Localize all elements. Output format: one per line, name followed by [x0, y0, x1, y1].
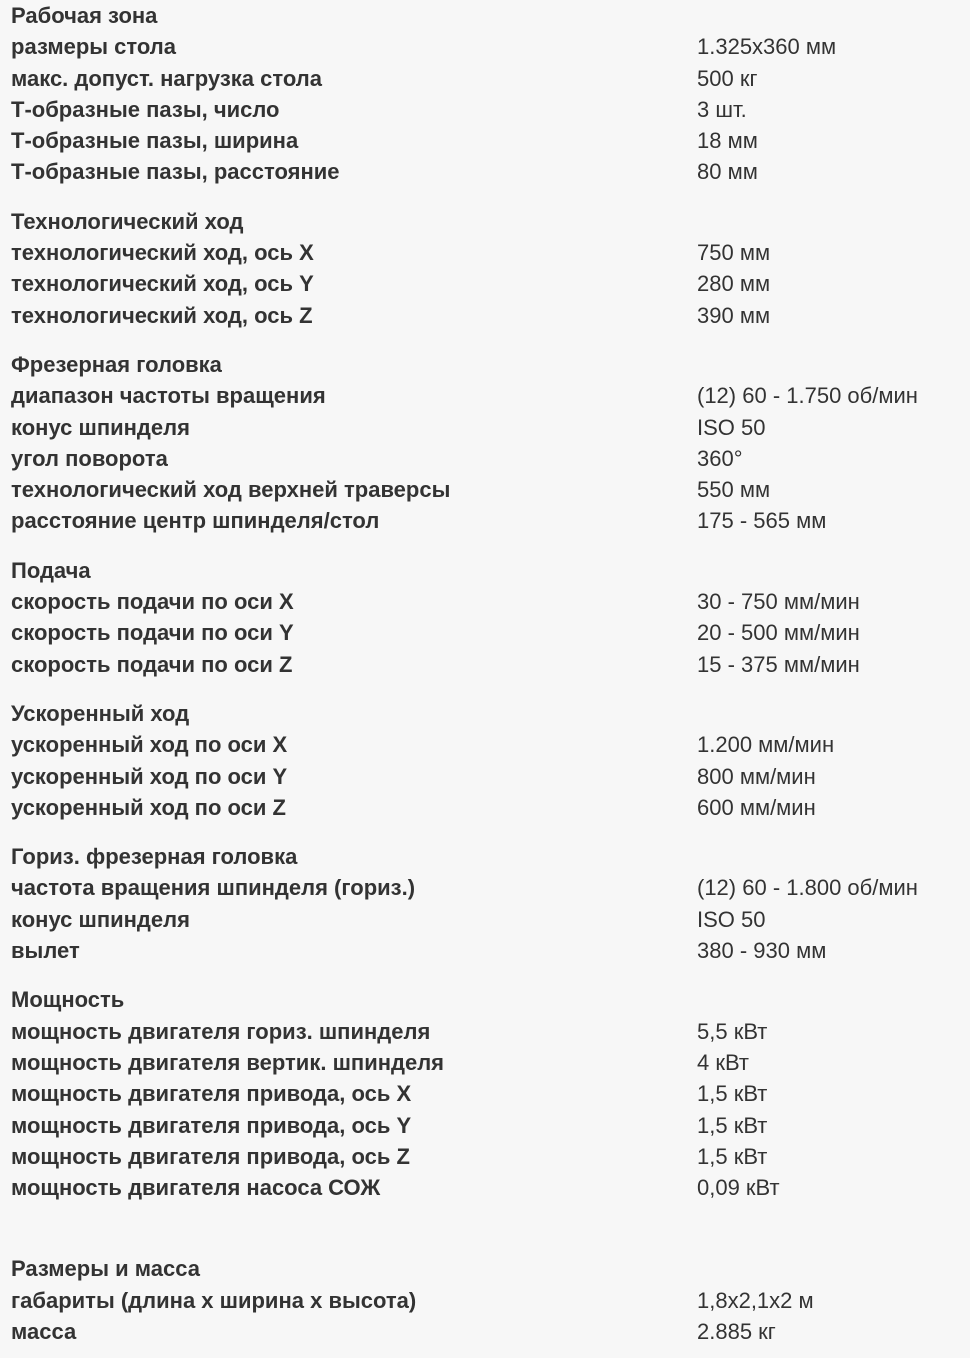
spec-label: мощность двигателя привода, ось Z: [11, 1143, 410, 1169]
spec-value: ISO 50: [697, 906, 766, 932]
spec-value: 390 мм: [697, 302, 771, 328]
spec-value: 175 - 565 мм: [697, 508, 827, 534]
spec-label: технологический ход верхней траверсы: [11, 477, 451, 503]
section-title: Фрезерная головка: [11, 351, 222, 377]
spec-value: 20 - 500 мм/мин: [697, 620, 860, 646]
spec-section: [11, 206, 970, 331]
spec-row: [11, 872, 970, 903]
spec-row: [11, 412, 970, 443]
section-spacer: [11, 680, 970, 698]
section-title: Технологический ход: [11, 208, 244, 234]
spec-label: мощность двигателя вертик. шпинделя: [11, 1049, 445, 1075]
spec-row: [11, 94, 970, 125]
section-title: Подача: [11, 557, 91, 583]
spec-value: 1,5 кВт: [697, 1081, 768, 1107]
spec-value: 1,8x2,1x2 м: [697, 1287, 814, 1313]
spec-value: 1,5 кВт: [697, 1143, 768, 1169]
section-title: Ускоренный ход: [11, 700, 190, 726]
spec-label: ускоренный ход по оси Y: [11, 763, 288, 789]
spec-label: мощность двигателя привода, ось X: [11, 1081, 412, 1107]
section-spacer: [11, 966, 970, 984]
spec-row: [11, 380, 970, 411]
spec-label: скорость подачи по оси Z: [11, 651, 293, 677]
section-title: Гориз. фрезерная головка: [11, 844, 298, 870]
section-spacer: [11, 537, 970, 555]
spec-value: 1.200 мм/мин: [697, 732, 835, 758]
spec-row: [11, 649, 970, 680]
spec-label: технологический ход, ось Z: [11, 302, 313, 328]
spec-label: вылет: [11, 938, 80, 964]
spec-row: [11, 904, 970, 935]
spec-row: [11, 1141, 970, 1172]
spec-row: [11, 792, 970, 823]
spec-row: [11, 63, 970, 94]
spec-value: 1,5 кВт: [697, 1112, 768, 1138]
spec-label: конус шпинделя: [11, 414, 190, 440]
spec-value: 15 - 375 мм/мин: [697, 651, 860, 677]
spec-label: угол поворота: [11, 445, 168, 471]
spec-value: 280 мм: [697, 271, 771, 297]
spec-value: 2.885 кг: [697, 1318, 776, 1344]
spec-label: макс. допуст. нагрузка стола: [11, 65, 322, 91]
spec-row: [11, 1316, 970, 1347]
spec-label: технологический ход, ось Y: [11, 271, 314, 297]
section-spacer: [11, 188, 970, 206]
spec-section: [11, 349, 970, 537]
spec-value: 5,5 кВт: [697, 1018, 768, 1044]
spec-value: 3 шт.: [697, 96, 747, 122]
spec-value: 0,09 кВт: [697, 1175, 780, 1201]
spec-section: [11, 841, 970, 966]
spec-label: частота вращения шпинделя (гориз.): [11, 875, 416, 901]
spec-label: габариты (длина x ширина x высота): [11, 1287, 417, 1313]
spec-value: 550 мм: [697, 477, 771, 503]
spec-section: [11, 0, 970, 188]
spec-row: [11, 268, 970, 299]
spec-row: [11, 474, 970, 505]
spec-value: (12) 60 - 1.750 об/мин: [697, 383, 918, 409]
spec-row: [11, 505, 970, 536]
spec-row: [11, 156, 970, 187]
spec-label: расстояние центр шпинделя/стол: [11, 508, 380, 534]
spec-label: Т-образные пазы, число: [11, 96, 280, 122]
spec-label: ускоренный ход по оси X: [11, 732, 288, 758]
section-spacer: [11, 823, 970, 841]
spec-label: ускоренный ход по оси Z: [11, 794, 286, 820]
spec-section: [11, 1253, 970, 1347]
spec-value: ISO 50: [697, 414, 766, 440]
spec-row: [11, 237, 970, 268]
spec-label: скорость подачи по оси Y: [11, 620, 294, 646]
spec-label: мощность двигателя привода, ось Y: [11, 1112, 412, 1138]
spec-row: [11, 1285, 970, 1316]
section-title: Размеры и масса: [11, 1256, 200, 1282]
spec-value: 750 мм: [697, 240, 771, 266]
spec-value: 800 мм/мин: [697, 763, 816, 789]
spec-row: [11, 586, 970, 617]
spec-label: мощность двигателя гориз. шпинделя: [11, 1018, 431, 1044]
spec-label: размеры стола: [11, 34, 176, 60]
spec-value: 600 мм/мин: [697, 794, 816, 820]
spec-row: [11, 761, 970, 792]
spec-section: [11, 984, 970, 1203]
spec-section: [11, 555, 970, 680]
spec-section: [11, 698, 970, 823]
spec-row: [11, 125, 970, 156]
spec-label: конус шпинделя: [11, 906, 190, 932]
section-spacer: [11, 1203, 970, 1253]
spec-row: [11, 443, 970, 474]
spec-row: [11, 1047, 970, 1078]
spec-label: мощность двигателя насоса СОЖ: [11, 1175, 381, 1201]
spec-label: диапазон частоты вращения: [11, 383, 326, 409]
spec-row: [11, 1110, 970, 1141]
spec-label: Т-образные пазы, расстояние: [11, 159, 340, 185]
spec-row: [11, 31, 970, 62]
spec-label: масса: [11, 1318, 77, 1344]
spec-row: [11, 935, 970, 966]
spec-row: [11, 1078, 970, 1109]
spec-value: 4 кВт: [697, 1049, 749, 1075]
spec-row: [11, 1172, 970, 1203]
spec-value: 80 мм: [697, 159, 758, 185]
spec-value: 30 - 750 мм/мин: [697, 589, 860, 615]
section-title: Рабочая зона: [11, 3, 158, 28]
spec-value: (12) 60 - 1.800 об/мин: [697, 875, 918, 901]
spec-label: скорость подачи по оси X: [11, 589, 294, 615]
spec-row: [11, 729, 970, 760]
spec-label: технологический ход, ось X: [11, 240, 314, 266]
section-title: Мощность: [11, 987, 125, 1013]
spec-value: 380 - 930 мм: [697, 938, 827, 964]
spec-value: 1.325x360 мм: [697, 34, 837, 60]
spec-value: 360°: [697, 445, 743, 471]
spec-row: [11, 1016, 970, 1047]
spec-value: 18 мм: [697, 128, 758, 154]
spec-value: 500 кг: [697, 65, 758, 91]
section-spacer: [11, 331, 970, 349]
spec-row: [11, 617, 970, 648]
spec-label: Т-образные пазы, ширина: [11, 128, 299, 154]
spec-row: [11, 300, 970, 331]
